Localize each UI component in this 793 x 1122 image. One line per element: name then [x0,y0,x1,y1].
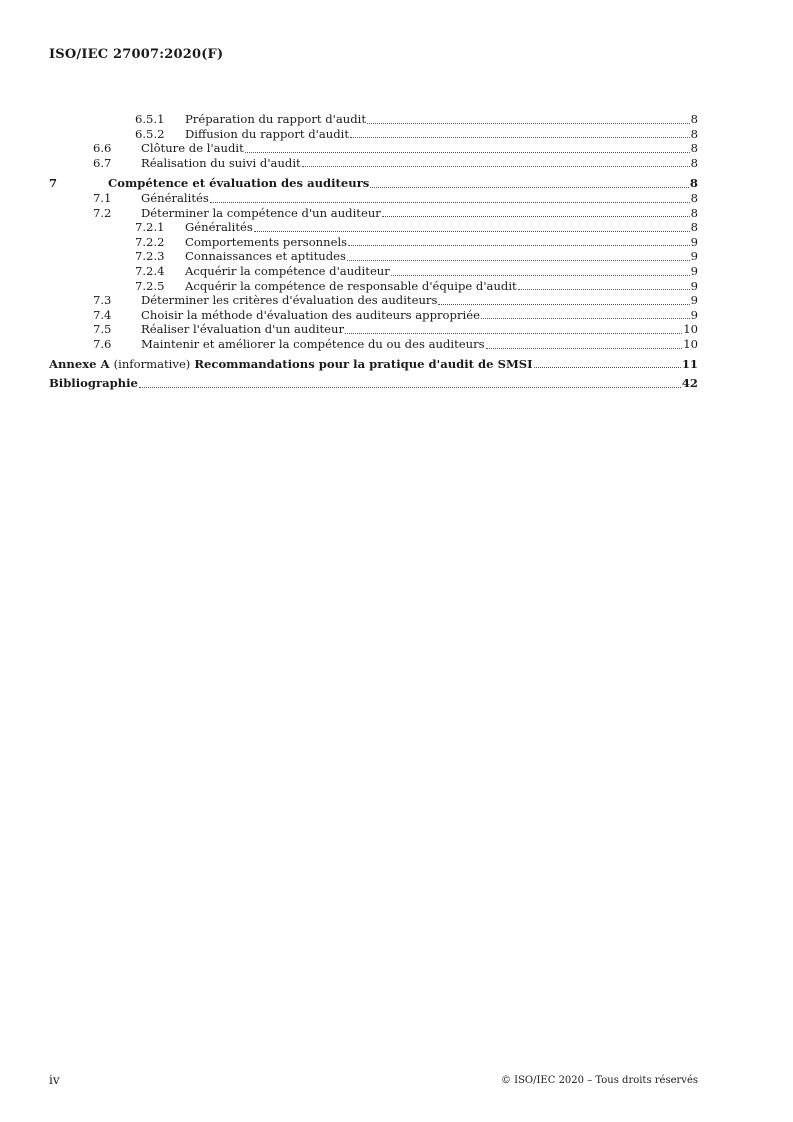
toc-title: Compétence et évaluation des auditeurs [108,176,370,191]
toc-title: Acquérir la compétence de responsable d'équipe d'audit [185,278,517,293]
dot-leader [345,332,682,334]
toc-entry[interactable] [49,127,698,142]
toc-entry[interactable] [49,206,698,221]
dot-leader [534,366,681,368]
toc-entry[interactable] [49,249,698,264]
toc-title: Réaliser l'évaluation d'un auditeur [141,322,345,337]
toc-number: 6.6 [93,141,112,156]
dot-leader [245,151,690,153]
dot-leader [370,186,689,188]
toc-page: 9 [690,263,698,278]
dot-leader [382,215,690,217]
toc-entry[interactable] [49,279,698,294]
toc-number: 7.2.1 [135,220,165,235]
toc-page: 11 [681,356,698,371]
footer-copyright: © ISO/IEC 2020 – Tous droits réservés [500,1075,698,1086]
toc-title: Préparation du rapport d'audit [185,112,367,126]
toc-title: Choisir la méthode d'évaluation des auditeurs appropriée [141,307,480,322]
toc-title: Bibliographie [49,376,138,391]
dot-leader [367,122,690,124]
toc-title: Déterminer les critères d'évaluation des auditeurs [141,293,438,308]
annex-title: Recommandations pour la pratique d'audit de SMSI [194,356,533,371]
toc-page: 8 [690,205,698,220]
toc-title: Comportements personnels [185,234,348,249]
toc-number: 6.5.2 [135,126,165,141]
dot-leader [347,259,690,261]
annex-label: Annexe A [49,356,110,371]
dot-leader [438,303,689,305]
toc-page: 42 [681,376,698,391]
toc-entry-section-7[interactable] [49,176,698,191]
toc-page: 9 [690,293,698,308]
toc-entry-bibliography[interactable] [49,376,698,391]
toc-number: 7.1 [93,190,112,205]
toc-title: Acquérir la compétence d'auditeur [185,263,390,278]
toc-title: Généralités [141,190,209,205]
toc-entry[interactable] [49,235,698,250]
toc-number: 7.2.4 [135,263,165,278]
toc-page: 9 [690,234,698,249]
toc-entry[interactable] [49,141,698,156]
toc-title [49,357,533,372]
toc-page: 9 [690,249,698,264]
toc-page: 10 [683,322,698,337]
dot-leader [486,347,683,349]
toc-page: 9 [690,307,698,322]
toc-number: 7.6 [93,336,112,351]
dot-leader [350,136,690,138]
toc-number: 7 [49,176,58,191]
dot-leader [481,317,690,319]
table-of-contents [49,112,698,391]
dot-leader [302,165,690,167]
toc-entry-annex-a[interactable] [49,357,698,372]
dot-leader [391,274,690,276]
toc-title: Réalisation du suivi d'audit [141,155,301,170]
toc-entry[interactable] [49,337,698,352]
annex-qualifier: (informative) [113,356,191,371]
toc-entry[interactable] [49,308,698,323]
toc-number: 7.2 [93,205,112,220]
toc-page: 8 [690,126,698,141]
toc-number: 7.2.5 [135,278,165,293]
toc-entry[interactable] [49,220,698,235]
toc-entry[interactable] [49,293,698,308]
toc-page: 8 [690,155,698,170]
dot-leader [348,244,689,246]
toc-number: 7.3 [93,293,112,308]
toc-page: 8 [690,190,698,205]
toc-title: Généralités [185,220,253,235]
toc-title: Maintenir et améliorer la compétence du ou des auditeurs [141,336,485,351]
toc-page: 8 [690,220,698,235]
dot-leader [210,201,690,203]
toc-entry[interactable] [49,156,698,171]
toc-page: 9 [690,278,698,293]
toc-number: 7.5 [93,322,112,337]
dot-leader [518,288,690,290]
toc-page: 8 [689,176,698,191]
dot-leader [254,230,690,232]
toc-entry[interactable] [49,322,698,337]
toc-title: Clôture de l'audit [141,141,244,156]
toc-number: 7.4 [93,307,112,322]
toc-entry[interactable] [49,191,698,206]
toc-page: 8 [690,141,698,156]
toc-title: Déterminer la compétence d'un auditeur [141,205,381,220]
toc-entry[interactable] [49,112,698,127]
footer-page-number: iv [49,1073,60,1087]
toc-title: Connaissances et aptitudes [185,249,346,264]
toc-number: 6.7 [93,155,112,170]
toc-title: Diffusion du rapport d'audit [185,126,350,141]
toc-page: 10 [683,336,698,351]
toc-entry[interactable] [49,264,698,279]
toc-number: 7.2.3 [135,249,165,264]
document-id: ISO/IEC 27007:2020(F) [49,47,224,62]
toc-number: 7.2.2 [135,234,165,249]
dot-leader [139,386,681,388]
toc-page: 8 [690,112,698,126]
toc-number: 6.5.1 [135,112,165,126]
